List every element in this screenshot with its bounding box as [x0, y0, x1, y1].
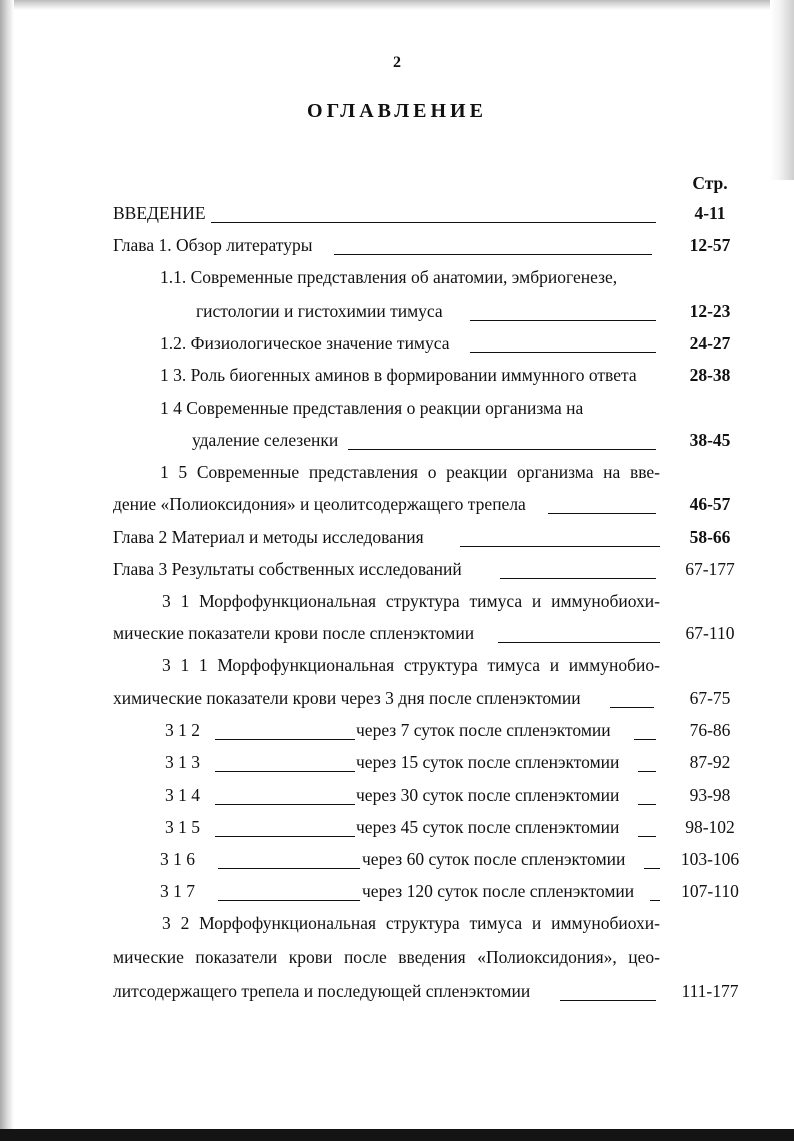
toc-entry-number: 3 1 2 — [165, 720, 200, 740]
toc-entry-page: 103-106 — [680, 849, 740, 869]
toc-entry-number: 3 1 3 — [165, 752, 200, 772]
toc-entry-page: 46-57 — [689, 494, 731, 514]
leader-line — [498, 620, 660, 643]
toc-entry-text: 3 1 Морфофункциональная структура тимуса и иммунобиохи- — [162, 591, 660, 611]
toc-entry-text: 1.2. Физиологическое значение тимуса — [160, 333, 450, 353]
toc-entry-page: 12-23 — [689, 301, 731, 321]
toc-entry-text: 3 2 Морфофункциональная структура тимуса и иммунобиохи- — [162, 913, 660, 933]
toc-entry-text: Глава 2 Материал и методы исследования — [113, 527, 424, 547]
toc-entry — [0, 717, 794, 743]
leader-line — [638, 782, 656, 805]
toc-entry — [0, 264, 794, 290]
scan-edge-right — [770, 0, 794, 180]
leader-line — [218, 846, 360, 869]
leader-line — [650, 878, 660, 901]
page-number: 2 — [393, 54, 401, 71]
toc-entry — [0, 978, 794, 1004]
leader-line — [348, 427, 656, 450]
toc-entry-page: 67-110 — [685, 623, 735, 643]
leader-line — [638, 749, 656, 772]
toc-entry-text: через 7 суток после спленэктомии — [356, 720, 611, 740]
toc-entry — [0, 588, 794, 614]
leader-line — [334, 232, 652, 255]
toc-entry-page: 76-86 — [689, 720, 731, 740]
toc-entry — [0, 459, 794, 485]
toc-entry — [0, 556, 794, 582]
toc-entry-page: 4-11 — [694, 203, 726, 223]
toc-entry — [0, 782, 794, 808]
toc-entry-page: 38-45 — [689, 430, 731, 450]
toc-entry — [0, 652, 794, 678]
toc-entry — [0, 330, 794, 356]
scan-edge-top — [0, 0, 794, 10]
toc-entry-text: 3 1 1 Морфофункциональная структура тимуса и иммунобио- — [162, 655, 660, 675]
toc-entry-number: 3 1 6 — [160, 849, 195, 869]
leader-line — [634, 717, 656, 740]
toc-entry-text: дение «Полиоксидония» и цеолитсодержащего трепела — [113, 494, 526, 514]
scan-edge-bottom — [0, 1129, 794, 1141]
toc-entry-page: 24-27 — [689, 333, 731, 353]
toc-entry-text: через 30 суток после спленэктомии — [356, 785, 620, 805]
toc-entry — [0, 685, 794, 711]
leader-line — [610, 685, 654, 708]
leader-line — [215, 782, 355, 805]
leader-line — [560, 978, 656, 1001]
leader-line — [218, 878, 360, 901]
toc-entry — [0, 200, 794, 226]
leader-line — [460, 524, 660, 547]
toc-entry-text: через 60 суток после спленэктомии — [362, 849, 626, 869]
toc-entry-page: 67-177 — [685, 559, 735, 579]
toc-entry — [0, 749, 794, 775]
toc-entry — [0, 620, 794, 646]
leader-line — [470, 298, 656, 321]
toc-entry-text: 1 3. Роль биогенных аминов в формировании иммунного ответа — [160, 365, 637, 385]
leader-line — [215, 717, 355, 740]
toc-entry-page: 107-110 — [681, 881, 739, 901]
toc-entry-text: Глава 3 Результаты собственных исследований — [113, 559, 462, 579]
toc-entry — [0, 395, 794, 421]
page-title: ОГЛАВЛЕНИЕ — [307, 100, 487, 122]
toc-entry-page: 93-98 — [689, 785, 731, 805]
leader-line — [500, 556, 656, 579]
toc-entry-text: через 120 суток после спленэктомии — [362, 881, 635, 901]
toc-entry-page: 12-57 — [689, 235, 731, 255]
toc-entry — [0, 298, 794, 324]
toc-entry-text: гистологии и гистохимии тимуса — [196, 301, 443, 321]
toc-entry-page: 58-66 — [689, 527, 731, 547]
toc-entry — [0, 910, 794, 936]
toc-entry — [0, 846, 794, 872]
toc-entry-text: мические показатели крови после введения «Полиоксидония», цео- — [113, 947, 660, 967]
page-column-header: Стр. — [692, 173, 728, 193]
toc-entry — [0, 524, 794, 550]
toc-entry-text: химические показатели крови через 3 дня после спленэктомии — [113, 688, 581, 708]
toc-entry-page: 28-38 — [689, 365, 731, 385]
leader-line — [215, 749, 355, 772]
toc-entry-page: 87-92 — [689, 752, 731, 772]
toc-entry-page: 111-177 — [681, 981, 739, 1001]
toc-entry-number: 3 1 5 — [165, 817, 200, 837]
toc-entry-number: 3 1 4 — [165, 785, 200, 805]
toc-entry-page: 98-102 — [685, 817, 735, 837]
leader-line — [548, 491, 656, 514]
leader-line — [470, 330, 656, 353]
leader-line — [644, 846, 660, 869]
toc-entry-text: удаление селезенки — [192, 430, 339, 450]
toc-entry-page: 67-75 — [689, 688, 731, 708]
toc-entry-text: ВВЕДЕНИЕ — [113, 203, 206, 223]
leader-line — [211, 200, 656, 223]
toc-entry-text: литсодержащего трепела и последующей спленэктомии — [113, 981, 531, 1001]
toc-entry — [0, 878, 794, 904]
toc-entry-text: через 15 суток после спленэктомии — [356, 752, 620, 772]
leader-line — [638, 814, 656, 837]
leader-line — [215, 814, 355, 837]
toc-entry — [0, 944, 794, 970]
toc-entry — [0, 491, 794, 517]
toc-entry — [0, 362, 794, 388]
toc-entry-text: через 45 суток после спленэктомии — [356, 817, 620, 837]
toc-entry — [0, 427, 794, 453]
toc-entry-number: 3 1 7 — [160, 881, 195, 901]
toc-entry — [0, 814, 794, 840]
toc-entry-text: 1.1. Современные представления об анатомии, эмбриогенезе, — [160, 267, 618, 287]
toc-entry-text: Глава 1. Обзор литературы — [113, 235, 313, 255]
toc-entry-text: 1 4 Современные представления о реакции организма на — [160, 398, 584, 418]
toc-entry-text: 1 5 Современные представления о реакции организма на вве- — [160, 462, 660, 482]
toc-entry — [0, 232, 794, 258]
toc-entry-text: мические показатели крови после спленэктомии — [113, 623, 475, 643]
